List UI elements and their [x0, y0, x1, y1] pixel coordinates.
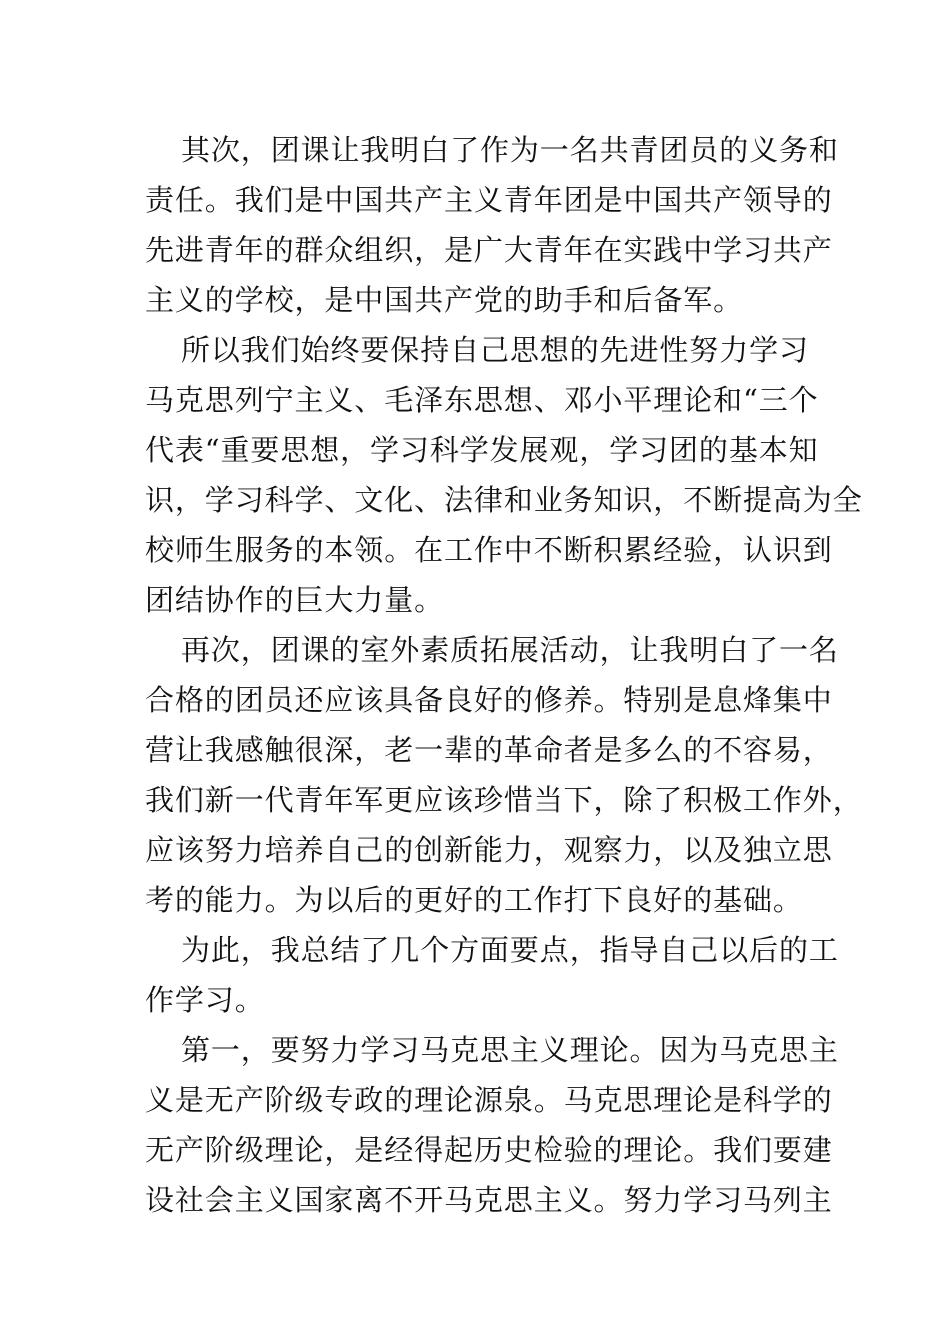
paragraph-4-line-5: 应该努力培养自己的创新能力，观察力，以及独立思	[145, 833, 833, 867]
paragraph-4-line-3: 营让我感触很深，老一辈的革命者是多么的不容易，	[145, 733, 833, 767]
paragraph-5-line-2: 作学习。	[145, 983, 265, 1017]
paragraph-2-line-1: 其次，团课让我明白了作为一名共青团员的义务和	[181, 133, 839, 167]
body-text	[145, 125, 863, 1225]
paragraph-2-line-3: 先进青年的群众组织，是广大青年在实践中学习共产	[145, 233, 833, 267]
paragraph-2-line-2: 责任。我们是中国共产主义青年团是中国共产领导的	[145, 183, 833, 217]
paragraph-4-line-2: 合格的团员还应该具备良好的修养。特别是息烽集中	[145, 683, 833, 717]
paragraph-3-line-6: 团结协作的巨大力量。	[145, 583, 445, 617]
paragraph-3-line-1: 所以我们始终要保持自己思想的先进性努力学习	[181, 333, 809, 367]
paragraph-4-line-1: 再次，团课的室外素质拓展活动，让我明白了一名	[181, 633, 839, 667]
paragraph-3-line-2: 马克思列宁主义、毛泽东思想、邓小平理论和“三个	[145, 383, 819, 417]
paragraph-3-line-4: 识，学习科学、文化、法律和业务知识，不断提高为全	[145, 483, 863, 517]
paragraph-6-line-3: 无产阶级理论，是经得起历史检验的理论。我们要建	[145, 1133, 833, 1167]
paragraph-4-line-4: 我们新一代青年军更应该珍惜当下，除了积极工作外，	[145, 783, 863, 817]
paragraph-6-line-2: 义是无产阶级专政的理论源泉。马克思理论是科学的	[145, 1083, 833, 1117]
paragraph-3-line-3: 代表“重要思想，学习科学发展观，学习团的基本知	[145, 433, 819, 467]
paragraph-6-line-1: 第一，要努力学习马克思主义理论。因为马克思主	[181, 1033, 839, 1067]
paragraph-4-line-6: 考的能力。为以后的更好的工作打下良好的基础。	[145, 883, 803, 917]
paragraph-5-line-1: 为此，我总结了几个方面要点，指导自己以后的工	[181, 933, 839, 967]
paragraph-6-line-4: 设社会主义国家离不开马克思主义。努力学习马列主	[145, 1183, 833, 1217]
paragraph-2-line-4: 主义的学校，是中国共产党的助手和后备军。	[145, 283, 744, 317]
paragraph-3-line-5: 校师生服务的本领。在工作中不断积累经验，认识到	[145, 533, 833, 567]
